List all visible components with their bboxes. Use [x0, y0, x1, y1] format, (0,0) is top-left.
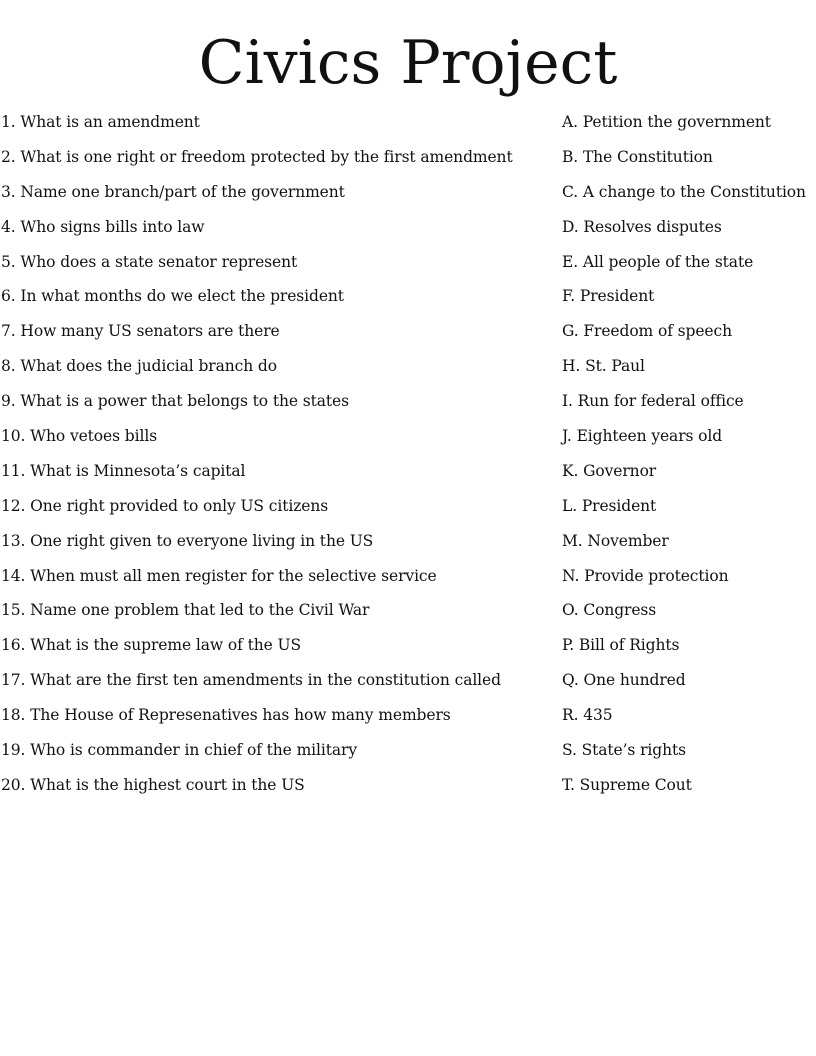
answer-item: C. A change to the Constitution — [562, 182, 806, 201]
answer-item: T. Supreme Cout — [562, 775, 692, 794]
answer-item: D. Resolves disputes — [562, 217, 722, 236]
answer-item: L. President — [562, 496, 657, 515]
question-item: 5. Who does a state senator represent — [1, 252, 298, 271]
answer-item: P. Bill of Rights — [562, 636, 680, 655]
answer-item: B. The Constitution — [562, 147, 713, 166]
answer-item: J. Eighteen years old — [562, 427, 723, 446]
answer-item: A. Petition the government — [562, 113, 771, 131]
question-item: 20. What is the highest court in the US — [1, 775, 305, 794]
answer-item: S. State’s rights — [562, 741, 686, 760]
question-item: 10. Who vetoes bills — [1, 427, 158, 446]
answer-item: H. St. Paul — [562, 357, 645, 376]
question-item: 17. What are the first ten amendments in the constitution called — [1, 671, 501, 690]
answer-item: Q. One hundred — [562, 671, 686, 690]
answer-item: F. President — [562, 287, 655, 306]
questions-list — [1, 111, 541, 809]
question-item: 2. What is one right or freedom protected by the first amendment — [1, 147, 513, 166]
answer-item: G. Freedom of speech — [562, 322, 732, 341]
question-item: 9. What is a power that belongs to the states — [1, 392, 349, 411]
page-title: Civics Project — [198, 28, 618, 98]
question-item: 3. Name one branch/part of the government — [1, 182, 345, 201]
answers-list — [562, 111, 812, 809]
question-item: 14. When must all men register for the selective service — [1, 566, 437, 585]
question-item: 18. The House of Represenatives has how many members — [1, 706, 451, 725]
question-item: 19. Who is commander in chief of the military — [1, 741, 357, 760]
question-item: 16. What is the supreme law of the US — [1, 636, 301, 655]
answer-item: E. All people of the state — [562, 252, 754, 271]
question-item: 11. What is Minnesota’s capital — [1, 461, 246, 480]
answer-item: K. Governor — [562, 461, 657, 480]
answer-item: I. Run for federal office — [562, 392, 744, 411]
question-item: 1. What is an amendment — [1, 113, 200, 131]
question-item: 12. One right provided to only US citizens — [1, 496, 329, 515]
question-item: 4. Who signs bills into law — [1, 217, 205, 236]
answer-item: M. November — [562, 531, 669, 550]
question-item: 8. What does the judicial branch do — [1, 357, 277, 376]
answer-item: O. Congress — [562, 601, 657, 620]
answer-item: R. 435 — [562, 706, 613, 725]
question-item: 15. Name one problem that led to the Civil War — [1, 601, 370, 620]
answer-item: N. Provide protection — [562, 566, 729, 585]
question-item: 7. How many US senators are there — [1, 322, 280, 341]
question-item: 6. In what months do we elect the president — [1, 287, 344, 306]
question-item: 13. One right given to everyone living in the US — [1, 531, 374, 550]
